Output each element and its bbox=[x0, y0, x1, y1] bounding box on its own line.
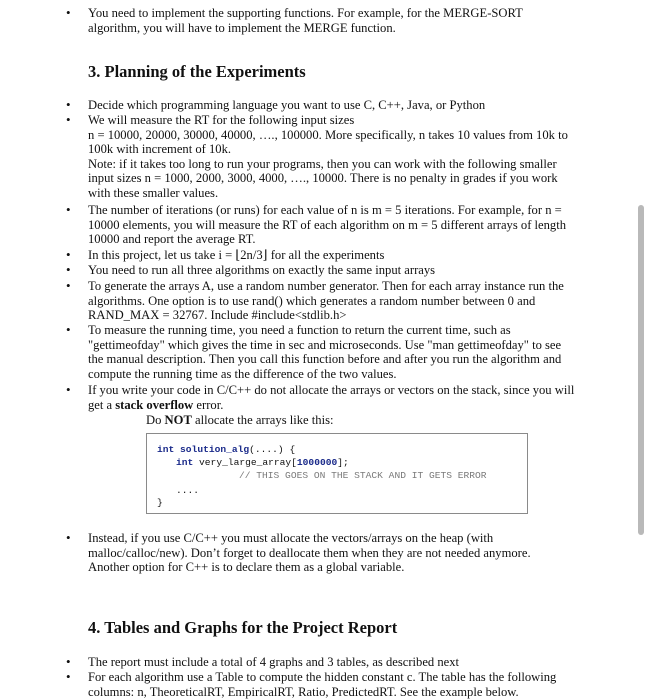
list-item-stack-warning: • If you write your code in C/C++ do not allocate the arrays or vectors on the stack, since you will get a stack overflow error. bbox=[88, 383, 580, 412]
list-item-report-graphs: • The report must include a total of 4 graphs and 3 tables, as described next bbox=[88, 655, 580, 670]
do-not-allocate-note: Do NOT allocate the arrays like this: bbox=[146, 413, 334, 427]
list-item-hidden-constant: • For each algorithm use a Table to compute the hidden constant c. The table has the following columns: n, TheoreticalRT, EmpiricalRT, Ratio, PredictedRT. See the example below. bbox=[88, 670, 580, 699]
section-4-heading: 4. Tables and Graphs for the Project Report bbox=[88, 618, 398, 637]
list-item-input-sizes: • We will measure the RT for the following input sizes n = 10000, 20000, 30000, 40000, …., 100000. More specifically, n takes 10 values from 10k to 100k with increment of 10k. Note: if it takes too long to run your programs, then you can work with the following smaller input sizes n = 1000, 2000, 3000, 4000, …., 10000. There is no penalty in grades if you work with these smaller values. bbox=[88, 113, 580, 201]
list-item-iterations: • The number of iterations (or runs) for each value of n is m = 5 iterations. For example, for n = 10000 elements, you will measure the RT of each algorithm on m = 5 different arrays of length 10000 and report the average RT. bbox=[88, 203, 580, 247]
code-line-1: int solution_alg(....) { bbox=[157, 444, 296, 455]
code-line-ellipsis: .... bbox=[176, 485, 200, 496]
section-3-heading: 3. Planning of the Experiments bbox=[88, 62, 306, 81]
list-item-heap-allocation: • Instead, if you use C/C++ you must allocate the vectors/arrays on the heap (with malloc/calloc/new). Don’t forget to deallocate them when they are not needed anymore. Another option for C++ is to declare them as a global variable. bbox=[88, 531, 580, 575]
code-line-close: } bbox=[157, 497, 163, 508]
list-item-random-generator: • To generate the arrays A, use a random number generator. Then for each array instance run the algorithms. One option is to use rand() which generates a random number between 0 and RAND_MAX = 32767. Include #include<stdlib.h> bbox=[88, 279, 580, 323]
code-line-2: int very_large_array[1000000]; bbox=[176, 457, 349, 468]
vertical-scrollbar[interactable] bbox=[638, 0, 644, 700]
list-item-supporting-functions: • You need to implement the supporting functions. For example, for the MERGE-SORT algorithm, you will have to implement the MERGE function. bbox=[88, 6, 580, 35]
code-comment: // THIS GOES ON THE STACK AND IT GETS ERROR bbox=[239, 470, 487, 481]
list-item-running-time: • To measure the running time, you need a function to return the current time, such as "gettimeofday" which gives the time in sec and microseconds. Use "man gettimeofday" to see the manual description. Then you call this function before and after you run the algorithm and compute the running time as the difference of the two values. bbox=[88, 323, 580, 381]
list-item-i-value: • In this project, let us take i = ⌊2n/3⌋ for all the experiments bbox=[88, 248, 580, 263]
code-block bbox=[146, 433, 528, 514]
list-item-same-input: • You need to run all three algorithms on exactly the same input arrays bbox=[88, 263, 580, 278]
scrollbar-thumb[interactable] bbox=[638, 205, 644, 535]
list-item-language: • Decide which programming language you want to use C, C++, Java, or Python bbox=[88, 98, 580, 113]
